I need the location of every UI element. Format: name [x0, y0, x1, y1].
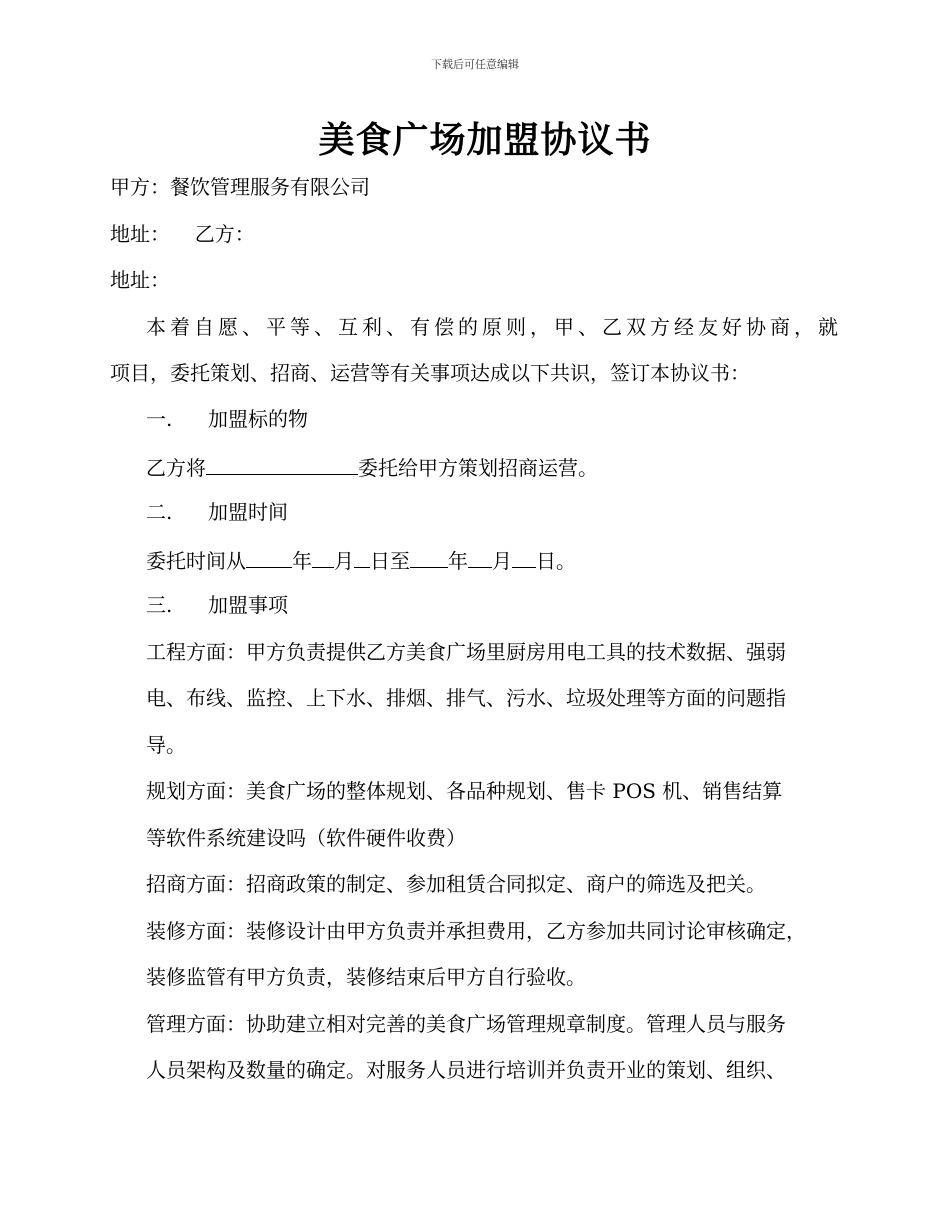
engineering-line-1: 工程方面：甲方负责提供乙方美食广场里厨房用电工具的技术数据、强弱 — [146, 640, 786, 664]
section-2-number: 二. — [146, 500, 173, 524]
section-2-title: 加盟时间 — [208, 500, 288, 524]
engineering-line-2: 电、布线、监控、上下水、排烟、排气、污水、垃圾处理等方面的问题指 — [146, 686, 786, 710]
section-2-heading — [146, 500, 288, 524]
year-label-2: 年 — [448, 549, 468, 573]
end-day-blank[interactable] — [512, 547, 536, 568]
end-year-blank[interactable] — [410, 547, 448, 568]
intro-paragraph-line-1: 本着自愿、平等、互利、有偿的原则，甲、乙双方经友好协商，就 — [146, 315, 838, 339]
month-label-1: 月 — [334, 549, 354, 573]
planning-line-1: 规划方面：美食广场的整体规划、各品种规划、售卡 POS 机、销售结算 — [146, 779, 783, 803]
investment-line: 招商方面：招商政策的制定、参加租赁合同拟定、商户的筛选及把关。 — [146, 872, 766, 896]
month-label-2: 月 — [492, 549, 512, 573]
decoration-line-2: 装修监管有甲方负责，装修结束后甲方自行验收。 — [146, 965, 586, 989]
period-prefix: 委托时间从 — [146, 549, 246, 573]
day-to-label: 日至 — [370, 549, 410, 573]
address-party-b-line — [110, 222, 255, 246]
start-year-blank[interactable] — [246, 547, 292, 568]
section-3-number: 三. — [146, 593, 173, 617]
start-day-blank[interactable] — [354, 547, 370, 568]
section-1-number: 一. — [146, 407, 173, 431]
start-month-blank[interactable] — [312, 547, 334, 568]
section-1-text-after: 委托给甲方策划招商运营。 — [358, 456, 598, 480]
engineering-line-3: 导。 — [146, 733, 186, 757]
page-header-note: 下载后可任意编辑 — [431, 58, 519, 71]
day-end-label: 日。 — [536, 549, 576, 573]
management-line-1: 管理方面：协助建立相对完善的美食广场管理规章制度。管理人员与服务 — [146, 1012, 786, 1036]
section-3-title: 加盟事项 — [208, 593, 288, 617]
section-3-heading — [146, 593, 288, 617]
section-1-text-before: 乙方将 — [146, 456, 206, 480]
party-a-line: 甲方：餐饮管理服务有限公司 — [110, 175, 370, 199]
intro-paragraph-line-2: 项目，委托策划、招商、运营等有关事项达成以下共识，签订本协议书： — [110, 361, 750, 385]
section-1-text — [146, 454, 598, 480]
decoration-line-1: 装修方面：装修设计由甲方负责并承担费用，乙方参加共同讨论审核确定， — [146, 919, 806, 943]
subject-blank[interactable] — [206, 454, 358, 475]
section-2-text — [146, 547, 576, 573]
year-label-1: 年 — [292, 549, 312, 573]
section-1-title: 加盟标的物 — [208, 407, 308, 431]
section-1-heading — [146, 407, 308, 431]
party-b-label: 乙方： — [194, 222, 255, 246]
address-label: 地址： — [110, 222, 170, 246]
planning-line-2: 等软件系统建设吗（软件硬件收费） — [146, 826, 466, 850]
end-month-blank[interactable] — [468, 547, 492, 568]
management-line-2: 人员架构及数量的确定。对服务人员进行培训并负责开业的策划、组织、 — [146, 1058, 786, 1082]
document-title: 美食广场加盟协议书 — [318, 119, 652, 161]
address-label-2: 地址： — [110, 268, 170, 292]
